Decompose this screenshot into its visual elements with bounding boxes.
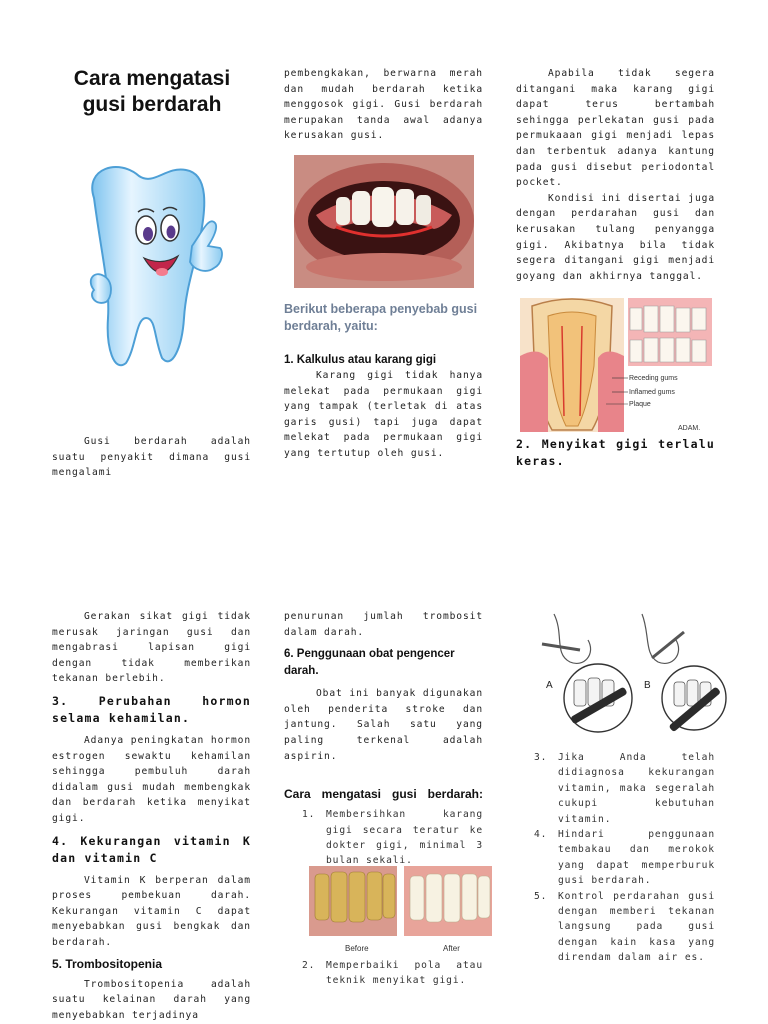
gum-disease-diagram — [518, 296, 716, 434]
solution-1: 1. Membersihkan karang gigi secara teratur ke dokter gigi, minimal 3 bulan sekali. — [322, 807, 483, 869]
solution-4: 4. Hindari penggunaan tembakau dan merokok yang dapat memperburuk gusi berdarah. — [554, 827, 715, 889]
cause2-heading: 2. Menyikat gigi terlalu keras. — [516, 437, 715, 468]
cause5-text: Trombositopenia adalah suatu kelainan darah yang menyebabkan terjadinya — [52, 978, 251, 1021]
after-label: After — [443, 944, 460, 953]
label-a: A — [546, 680, 553, 691]
label-b: B — [644, 680, 651, 691]
cause4-text: Vitamin K berperan dalam proses pembekuan darah. Kekurangan vitamin C dapat menyebabkan gusi bengkak dan berdarah. — [52, 874, 251, 948]
before-label: Before — [345, 944, 369, 953]
brushing-technique-illustration — [534, 610, 730, 736]
thrombocyte-text: penurunan jumlah trombosit dalam darah. — [284, 611, 483, 638]
cause1-text: Karang gigi tidak hanya melekat pada permukaan gigi yang tampak (terletak di atas garis gusi) tapi juga dapat melekat pada permukaan gigi yang tertutup oleh gusi. — [284, 370, 483, 459]
solutions-list-3 — [516, 750, 715, 966]
right-column-top — [516, 66, 715, 284]
cause6-heading: 6. Penggunaan obat pengencer darah. — [284, 648, 455, 678]
cause1-heading: 1. Kalkulus atau karang gigi — [284, 354, 437, 366]
bottom-middle-column — [284, 609, 483, 869]
cause5-heading: 5. Trombositopenia — [52, 956, 163, 971]
cause6-text: Obat ini banyak digunakan oleh penderita stroke dan jantung. Salah satu yang paling terkenal adalah aspirin. — [284, 688, 483, 762]
diagram-label-inflamed: Inflamed gums — [629, 389, 675, 396]
solution-3: 3. Jika Anda telah didiagnosa kekurangan vitamin, maka segeralah cukupi kebutuhan vitamin. — [554, 750, 715, 827]
cause3-heading: 3. Perubahan hormon selama kehamilan. — [52, 693, 251, 725]
before-after-teeth-photo — [309, 866, 492, 956]
cause3-text: Adanya peningkatan hormon estrogen sewaktu kehamilan sehingga pembuluh darah didalam gusi mudah membengkak dan berdarah ketika menyikat gigi. — [52, 734, 251, 824]
solution-2: 2. Memperbaiki pola atau teknik menyikat gigi. — [322, 958, 483, 989]
solution-5: 5. Kontrol perdarahan gusi dengan memberi tekanan langsung pada gusi dengan kain kasa yang direndam dalam air es. — [554, 889, 715, 966]
intro-text: Gusi berdarah adalah suatu penyakit dimana gusi mengalami — [52, 436, 251, 479]
tooth-mascot-image — [74, 158, 230, 380]
bottom-middle-column-2 — [284, 958, 483, 989]
middle-column-top — [284, 66, 483, 144]
left-intro-block — [52, 434, 251, 481]
diagram-label-receding: Receding gums — [629, 375, 678, 382]
bleeding-gums-photo — [294, 155, 474, 288]
solutions-list-2 — [284, 958, 483, 989]
cause4-heading: 4. Kekurangan vitamin K dan vitamin C — [52, 833, 251, 865]
left-column — [52, 66, 252, 118]
middle-column-causes — [284, 301, 483, 462]
brushing-text: Gerakan sikat gigi tidak merusak jaringan gusi dan mengabrasi lapisan gigi dengan tidak memberikan tekanan berlebih. — [52, 611, 251, 685]
right-para1: Apabila tidak segera ditangani maka karang gigi dapat terus bertambah sehingga perlekatan gusi pada permukaaan gigi menjadi lepas dan terbentuk adanya kantung pada gusi disebut periodontal pocket. — [516, 68, 715, 189]
solutions-list-1 — [284, 807, 483, 869]
causes-heading: Berikut beberapa penyebab gusi berdarah, yaitu: — [284, 302, 478, 333]
diagram-logo: ADAM. — [678, 425, 701, 432]
right-column-cause2 — [516, 436, 715, 470]
bottom-right-column — [516, 750, 715, 966]
page-title: Cara mengatasi gusi berdarah — [73, 67, 231, 116]
right-para2: Kondisi ini disertai juga dengan perdarahan gusi dan kerusakan tulang penyangga gigi. Akibatnya bila tidak segera ditangani gigi menjadi goyang dan akhirnya tanggal. — [516, 192, 715, 282]
diagram-label-plaque: Plaque — [629, 401, 651, 408]
bottom-left-column — [52, 609, 251, 1023]
solutions-heading: Cara mengatasi gusi berdarah: — [284, 787, 483, 802]
mid-para1: pembengkakan, berwarna merah dan mudah berdarah ketika menggosok gigi. Gusi berdarah merupakan tanda awal adanya kerusakan gusi. — [284, 68, 483, 142]
